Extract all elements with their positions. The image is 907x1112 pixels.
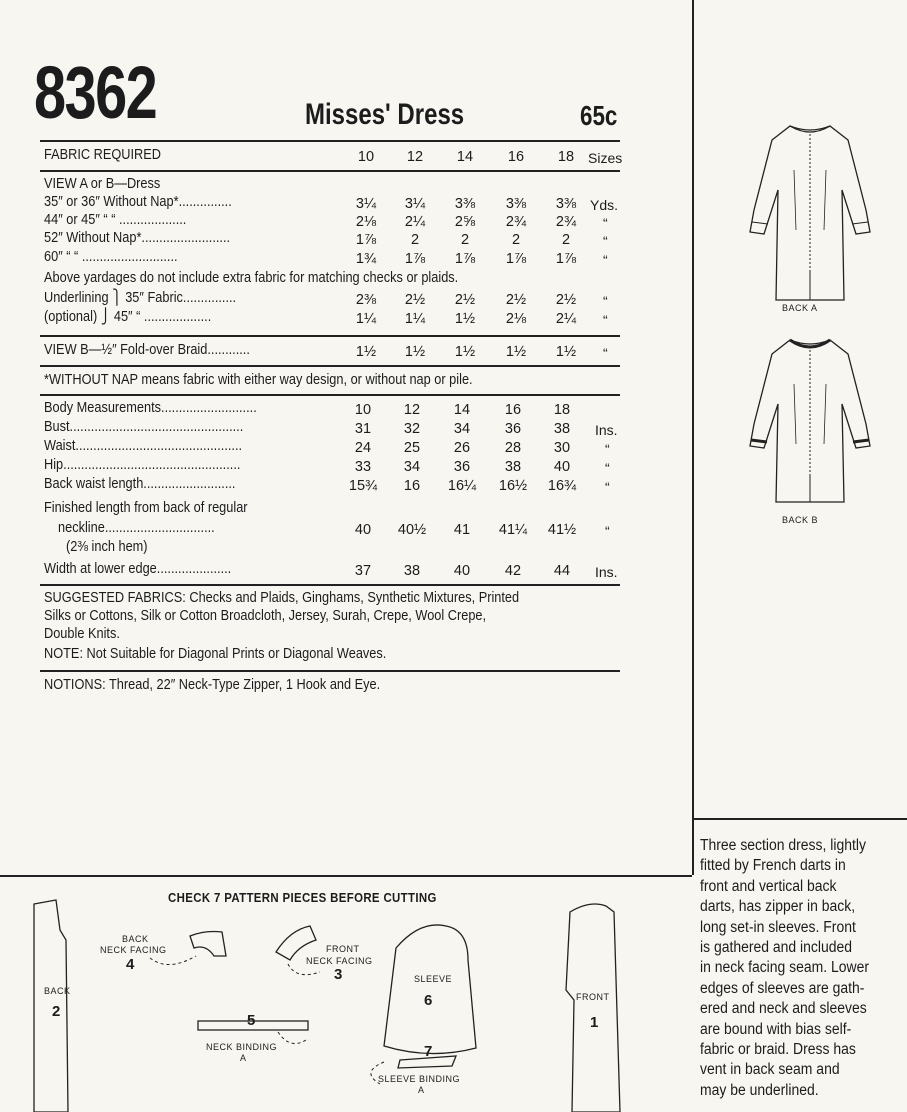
header-rule (40, 140, 620, 142)
cell: 30 (553, 440, 571, 456)
cell: 1½ (505, 344, 527, 360)
cell: 2⅛ (505, 311, 527, 327)
sleeve-piece-label: SLEEVE (414, 974, 453, 984)
cell: 36 (453, 459, 471, 475)
description-line: in neck facing seam. Lower (700, 959, 870, 977)
unit: “ (605, 479, 610, 495)
cell: 26 (453, 440, 471, 456)
cell: 32 (403, 421, 421, 437)
neck-binding-label: NECK BINDING (206, 1042, 278, 1052)
table-rule (40, 394, 620, 396)
cell: 16¾ (547, 478, 577, 494)
unit: “ (605, 460, 610, 476)
row-label: Waist............................................... (44, 438, 243, 454)
cell: 34 (403, 459, 421, 475)
cell: 24 (354, 440, 372, 456)
table-rule (40, 670, 620, 672)
cell: 2⅜ (355, 292, 377, 308)
row-label: Underlining ⎫ 35″ Fabric............... (44, 290, 237, 306)
size-header: 12 (406, 149, 424, 165)
pieces-heading: CHECK 7 PATTERN PIECES BEFORE CUTTING (168, 890, 437, 905)
row-label: 60″ “ “ ........................... (44, 249, 178, 265)
neck-binding-sub: A (240, 1053, 247, 1063)
back-facing-label: NECK FACING (100, 945, 167, 955)
description-divider (692, 818, 907, 820)
table-rule (40, 170, 620, 172)
cell: 1½ (555, 344, 577, 360)
cell: 1⅞ (505, 251, 527, 267)
suggested-fabrics: Silks or Cottons, Silk or Cotton Broadcloth, Jersey, Surah, Crepe, Wool Crepe, (44, 608, 487, 624)
column-divider (692, 0, 694, 875)
back-piece-number: 2 (52, 1003, 61, 1020)
cell: 28 (504, 440, 522, 456)
unit: “ (603, 312, 608, 328)
unit: “ (605, 441, 610, 457)
unit: “ (603, 215, 608, 231)
cell: 38 (504, 459, 522, 475)
row-label: 44″ or 45″ “ “ ................... (44, 212, 187, 228)
row-label: Width at lower edge..................... (44, 561, 232, 577)
unit: Ins. (595, 422, 618, 438)
description-line: Three section dress, lightly (700, 837, 866, 854)
back-piece-label: BACK (44, 986, 71, 996)
row-label: 35″ or 36″ Without Nap*............... (44, 194, 232, 210)
description-line: darts, has zipper in back, (700, 898, 856, 916)
cell: 2⅝ (454, 214, 476, 230)
cell: 16¼ (447, 478, 477, 494)
cell: 38 (403, 563, 421, 579)
pattern-number: 8362 (34, 51, 157, 134)
unit: “ (603, 293, 608, 309)
cell: 37 (354, 563, 372, 579)
row-label: neckline............................... (58, 520, 215, 536)
description-line: edges of sleeves are gath- (700, 979, 865, 997)
cell: 2 (460, 232, 470, 248)
description-line: long set-in sleeves. Front (700, 918, 856, 936)
sleeve-binding-sub: A (418, 1085, 425, 1095)
back-a-illustration (740, 120, 880, 320)
size-header: 16 (507, 149, 525, 165)
unit: “ (603, 345, 608, 361)
front-facing-label: NECK FACING (306, 956, 373, 966)
description-line: may be underlined. (700, 1081, 819, 1099)
cell: 36 (504, 421, 522, 437)
table-rule (40, 365, 620, 367)
size-header: 14 (456, 149, 474, 165)
cell: 18 (553, 402, 571, 418)
cell: 34 (453, 421, 471, 437)
cell: 15¾ (348, 478, 378, 494)
row-label: Finished length from back of regular (44, 500, 248, 516)
cell: 12 (403, 402, 421, 418)
back-b-label: BACK B (782, 515, 819, 525)
cell: 1½ (454, 311, 476, 327)
cell: 2 (410, 232, 420, 248)
cell: 2⅛ (355, 214, 377, 230)
cell: 14 (453, 402, 471, 418)
description-line: front and vertical back (700, 877, 837, 895)
cell: 10 (354, 402, 372, 418)
cell: 41¼ (498, 522, 528, 538)
sleeve-binding-number: 7 (424, 1043, 433, 1060)
unit: Ins. (595, 564, 618, 580)
cell: 16 (504, 402, 522, 418)
cell: 1½ (404, 344, 426, 360)
table-rule (40, 335, 620, 337)
checks-note: Above yardages do not include extra fabric for matching checks or plaids. (44, 270, 459, 286)
pattern-price: 65c (580, 100, 618, 131)
row-label: Back waist length.......................... (44, 476, 236, 492)
diagonal-note: NOTE: Not Suitable for Diagonal Prints or Diagonal Weaves. (44, 646, 387, 662)
cell: 41½ (547, 522, 577, 538)
row-label: 52″ Without Nap*......................... (44, 230, 231, 246)
front-facing-label: FRONT (326, 944, 360, 954)
row-label: Bust................................................. (44, 419, 244, 435)
back-b-illustration (740, 334, 880, 514)
cell: 1¾ (355, 251, 377, 267)
cell: 1½ (355, 344, 377, 360)
cell: 1⅞ (404, 251, 426, 267)
cell: 41 (453, 522, 471, 538)
cell: 3⅜ (454, 196, 476, 212)
cell: 40 (553, 459, 571, 475)
cell: 2½ (505, 292, 527, 308)
cell: 2½ (555, 292, 577, 308)
row-label: VIEW B—½″ Fold-over Braid............ (44, 342, 250, 358)
pieces-divider (0, 875, 692, 877)
unit: “ (605, 523, 610, 539)
cell: 2¾ (555, 214, 577, 230)
view-label: VIEW A or B—Dress (44, 176, 161, 192)
description-line: fitted by French darts in (700, 857, 846, 875)
notions: NOTIONS: Thread, 22″ Neck-Type Zipper, 1 Hook and Eye. (44, 677, 381, 693)
dress-description (700, 836, 885, 1101)
cell: 1⅞ (454, 251, 476, 267)
front-piece-label: FRONT (576, 992, 610, 1002)
description-line: fabric or braid. Dress has (700, 1041, 856, 1059)
cell: 1⅞ (355, 232, 377, 248)
cell: 1¼ (404, 311, 426, 327)
neck-binding-number: 5 (247, 1012, 256, 1029)
back-facing-number: 4 (126, 956, 135, 973)
description-line: ered and neck and sleeves (700, 1000, 867, 1018)
cell: 38 (553, 421, 571, 437)
cell: 3⅜ (505, 196, 527, 212)
row-label: Body Measurements........................... (44, 400, 257, 416)
row-label: Hip.................................................. (44, 457, 241, 473)
cell: 2¾ (505, 214, 527, 230)
cell: 1¼ (355, 311, 377, 327)
cell: 1½ (454, 344, 476, 360)
cell: 2 (561, 232, 571, 248)
cell: 25 (403, 440, 421, 456)
description-line: is gathered and included (700, 939, 853, 957)
sizes-label: Sizes (588, 150, 623, 166)
cell: 16 (403, 478, 421, 494)
cell: 2½ (404, 292, 426, 308)
suggested-fabrics: SUGGESTED FABRICS: Checks and Plaids, Ginghams, Synthetic Mixtures, Printed (44, 590, 520, 606)
unit: Yds. (590, 197, 619, 213)
pattern-title: Misses' Dress (305, 98, 465, 131)
sleeve-piece-number: 6 (424, 992, 433, 1009)
cell: 3⅜ (555, 196, 577, 212)
fabric-required-label: FABRIC REQUIRED (44, 147, 161, 163)
size-header: 18 (557, 149, 575, 165)
nap-note: *WITHOUT NAP means fabric with either way design, or without nap or pile. (44, 372, 473, 388)
cell: 2¼ (555, 311, 577, 327)
cell: 33 (354, 459, 372, 475)
cell: 40 (354, 522, 372, 538)
front-facing-number: 3 (334, 966, 343, 983)
back-facing-label: BACK (122, 934, 149, 944)
cell: 44 (553, 563, 571, 579)
cell: 42 (504, 563, 522, 579)
cell: 40 (453, 563, 471, 579)
cell: 16½ (498, 478, 528, 494)
cell: 3¼ (404, 196, 426, 212)
row-label: (optional) ⎭ 45″ “ ................... (44, 309, 212, 325)
table-rule (40, 584, 620, 586)
back-a-label: BACK A (782, 303, 818, 313)
cell: 2¼ (404, 214, 426, 230)
size-header: 10 (357, 149, 375, 165)
front-piece-number: 1 (590, 1014, 599, 1031)
sleeve-binding-label: SLEEVE BINDING (378, 1074, 461, 1084)
unit: “ (603, 252, 608, 268)
suggested-fabrics: Double Knits. (44, 626, 120, 642)
cell: 40½ (397, 522, 427, 538)
cell: 31 (354, 421, 372, 437)
cell: 3¼ (355, 196, 377, 212)
description-line: vent in back seam and (700, 1061, 840, 1079)
cell: 2 (511, 232, 521, 248)
row-label: (2⅜ inch hem) (66, 539, 148, 555)
cell: 1⅞ (555, 251, 577, 267)
cell: 2½ (454, 292, 476, 308)
unit: “ (603, 233, 608, 249)
description-line: are bound with bias self- (700, 1020, 852, 1038)
